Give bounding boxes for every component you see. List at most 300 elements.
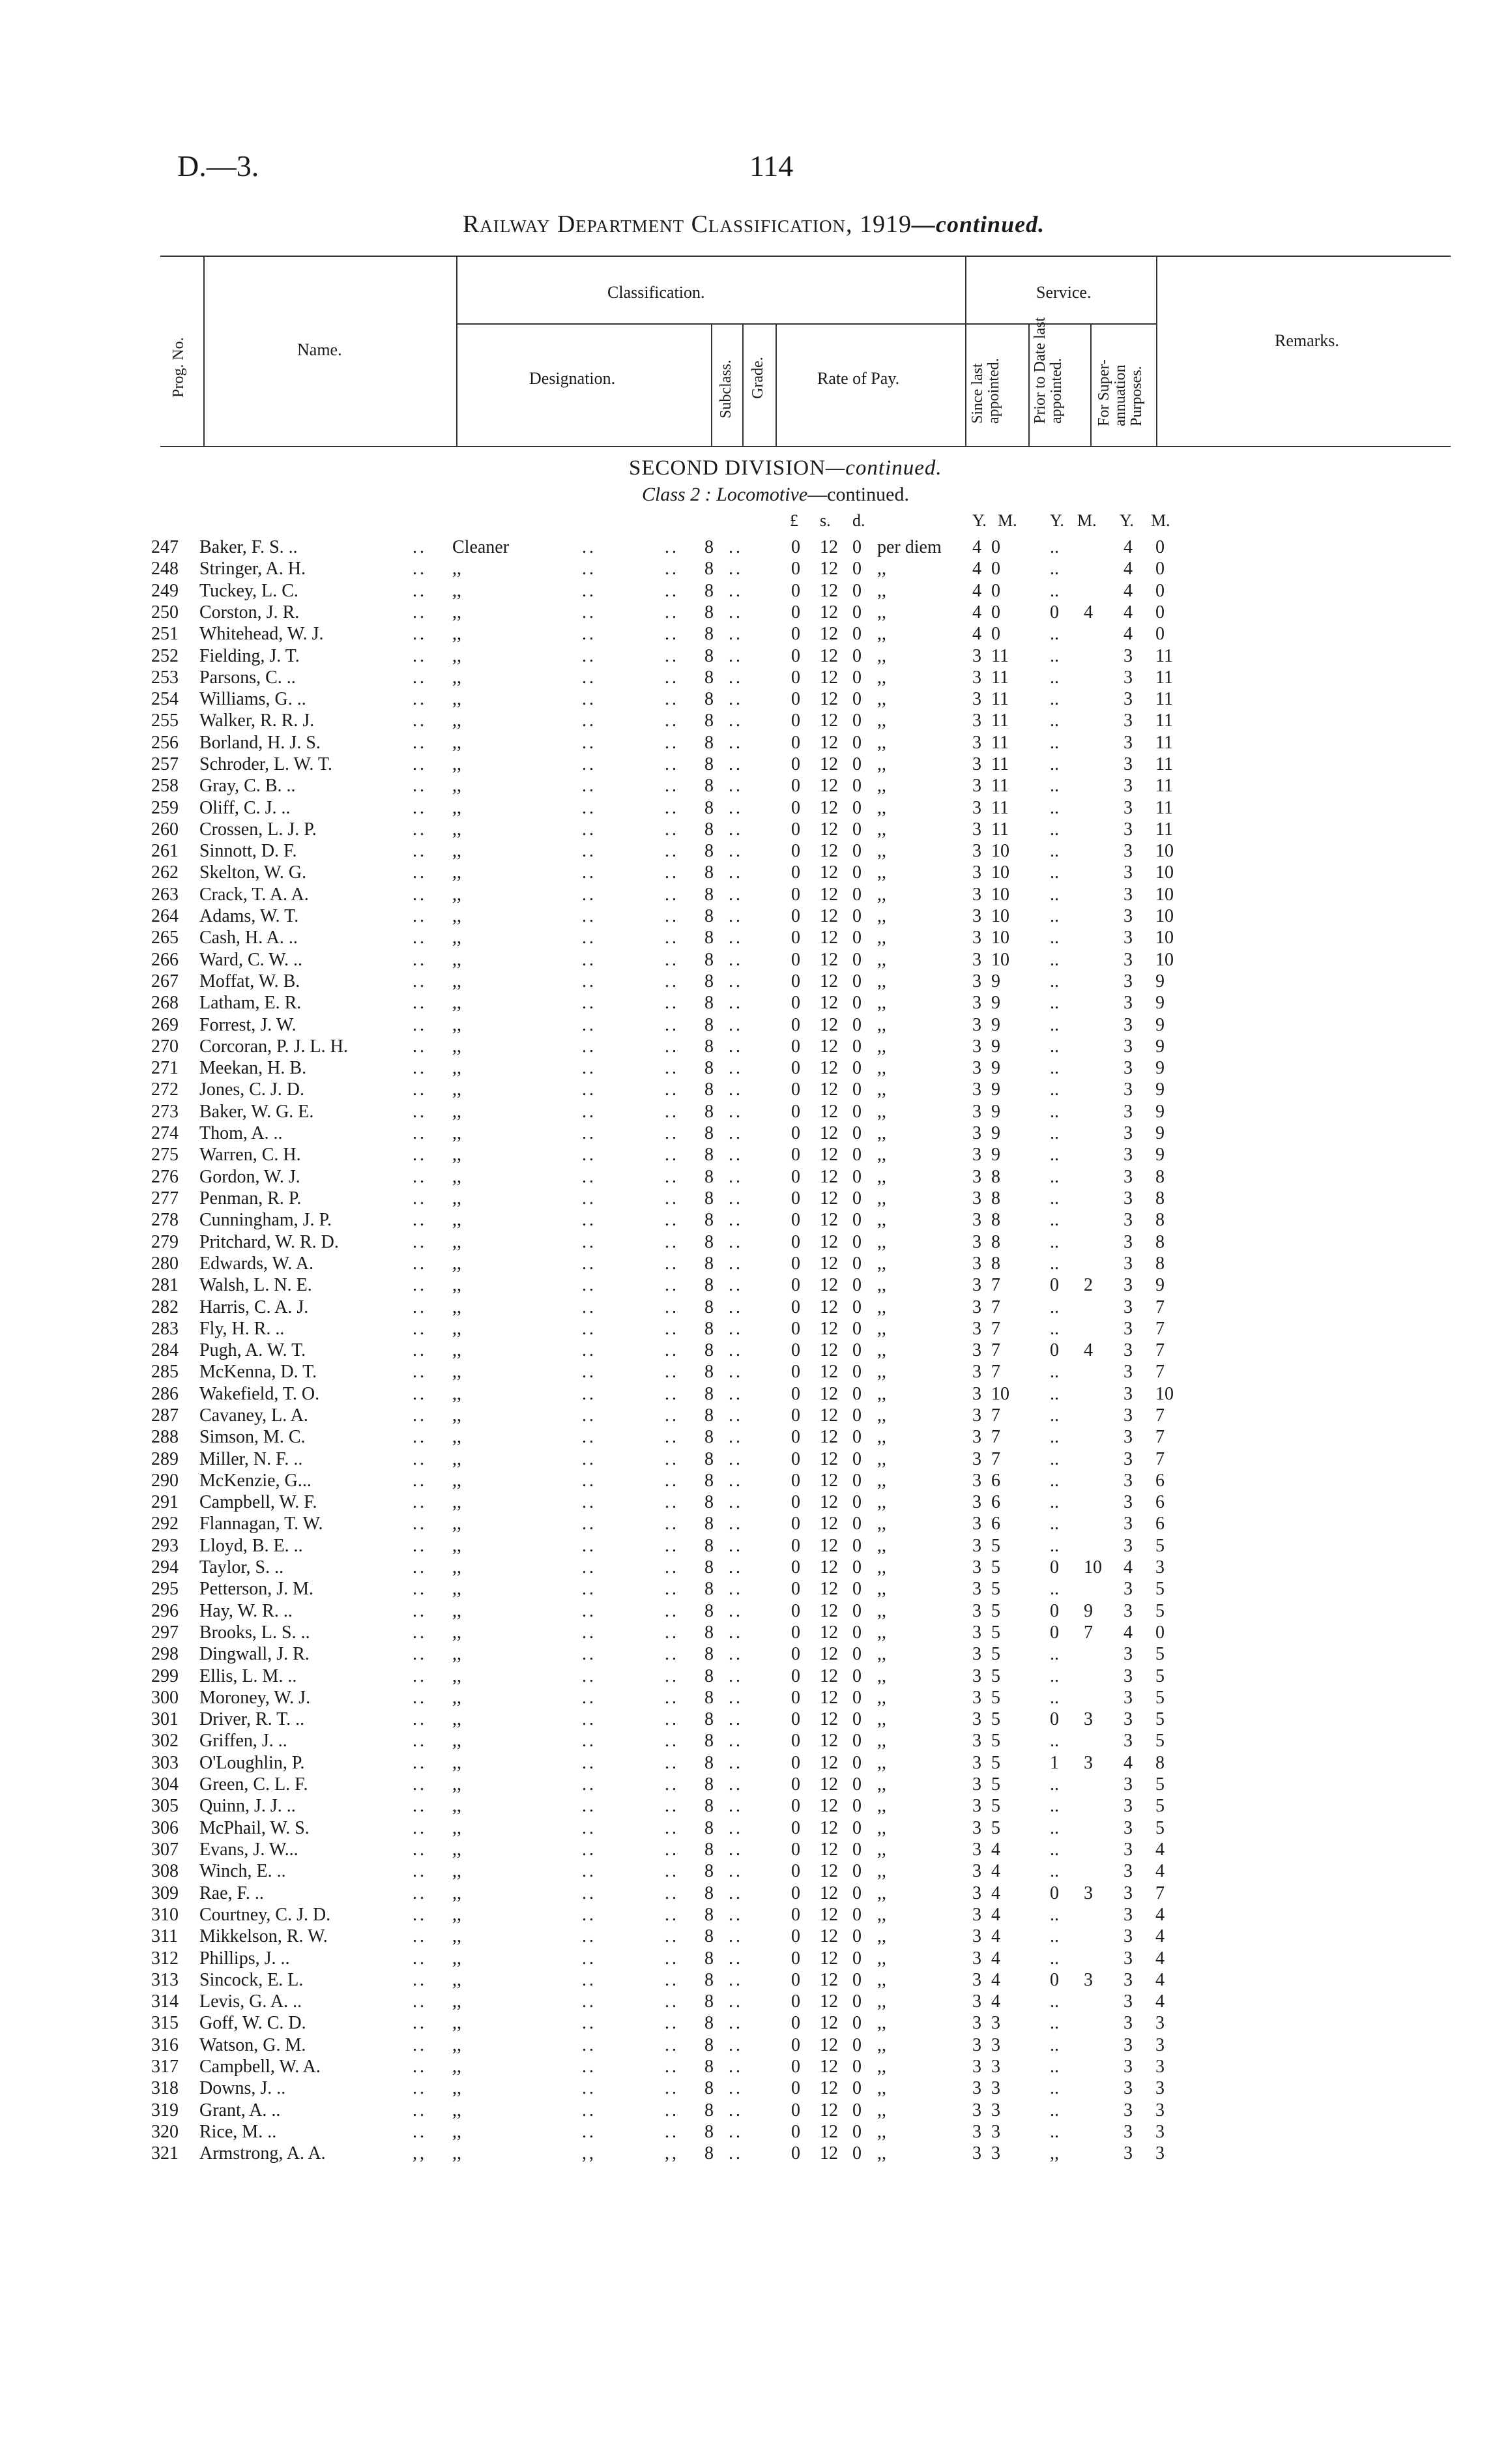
name-cell: Flannagan, T. W. <box>199 1514 323 1534</box>
leader-dots: .. <box>665 2122 679 2142</box>
name-cell: Corcoran, P. J. L. H. <box>199 1036 348 1057</box>
since-years-cell: 3 <box>972 776 981 796</box>
header-designation: Designation. <box>529 369 616 388</box>
pay-pounds-cell: 0 <box>791 1015 800 1035</box>
pay-unit-cell: ,, <box>877 1709 886 1729</box>
since-months-cell: 7 <box>991 1275 1000 1295</box>
designation-cell: ,, <box>452 559 461 579</box>
prog-no-cell: 300 <box>151 1688 179 1708</box>
leader-dots: .. <box>413 2013 427 2033</box>
pay-pounds-cell: 0 <box>791 1405 800 1426</box>
leader-dots: .. <box>582 1948 596 1969</box>
table-row <box>0 1970 1493 1991</box>
pay-pounds-cell: 0 <box>791 862 800 883</box>
leader-dots: .. <box>665 1275 679 1295</box>
name-cell: Evans, J. W... <box>199 1840 298 1860</box>
prior-years-cell: .. <box>1050 559 1059 579</box>
pay-unit-cell: ,, <box>877 1275 886 1295</box>
prior-years-cell: .. <box>1050 667 1059 688</box>
since-years-cell: 3 <box>972 1210 981 1230</box>
leader-dots: .. <box>665 906 679 926</box>
leader-dots: .. <box>729 928 743 948</box>
since-years-cell: 3 <box>972 1644 981 1664</box>
name-cell: Oliff, C. J. .. <box>199 798 291 818</box>
prior-years-cell: .. <box>1050 841 1059 861</box>
pay-unit-cell: ,, <box>877 1514 886 1534</box>
super-years-cell: 4 <box>1123 602 1133 623</box>
prog-no-cell: 298 <box>151 1644 179 1664</box>
designation-cell: ,, <box>452 1818 461 1838</box>
leader-dots: .. <box>582 711 596 731</box>
pay-pounds-cell: 0 <box>791 537 800 557</box>
since-months-cell: 0 <box>991 624 1000 644</box>
subclass-cell: 8 <box>704 798 714 818</box>
leader-dots: .. <box>413 1731 427 1751</box>
since-months-cell: 8 <box>991 1188 1000 1209</box>
super-years-cell: 3 <box>1123 1688 1133 1708</box>
pay-pounds-cell: 0 <box>791 1840 800 1860</box>
leader-dots: .. <box>729 1015 743 1035</box>
pay-shillings-cell: 12 <box>820 1774 838 1795</box>
leader-dots: .. <box>665 1688 679 1708</box>
designation-cell: ,, <box>452 798 461 818</box>
since-months-cell: 5 <box>991 1709 1000 1729</box>
since-years-cell: 3 <box>972 1514 981 1534</box>
super-months-cell: 7 <box>1155 1319 1165 1339</box>
pay-shillings-cell: 12 <box>820 993 838 1013</box>
since-months-cell: 8 <box>991 1210 1000 1230</box>
leader-dots: ,, <box>413 2143 427 2163</box>
pay-shillings-cell: 12 <box>820 711 838 731</box>
leader-dots: .. <box>729 906 743 926</box>
pay-pounds-cell: 0 <box>791 1601 800 1621</box>
leader-dots: .. <box>729 602 743 623</box>
super-months-cell: 5 <box>1155 1666 1165 1686</box>
table-row <box>0 1709 1493 1731</box>
since-years-cell: 3 <box>972 1840 981 1860</box>
pay-pence-cell: 0 <box>852 1036 862 1057</box>
designation-cell: ,, <box>452 1015 461 1035</box>
table-row <box>0 862 1493 884</box>
leader-dots: .. <box>582 1405 596 1426</box>
prior-years-cell: .. <box>1050 1254 1059 1274</box>
pay-pounds-cell: 0 <box>791 993 800 1013</box>
super-years-cell: 3 <box>1123 1384 1133 1404</box>
name-cell: Lloyd, B. E. .. <box>199 1536 303 1556</box>
header-top-rule <box>160 256 1451 257</box>
designation-cell: ,, <box>452 667 461 688</box>
leader-dots: .. <box>413 928 427 948</box>
leader-dots: .. <box>413 646 427 666</box>
name-cell: Thom, A. .. <box>199 1123 283 1143</box>
pay-unit-cell: ,, <box>877 1123 886 1143</box>
leader-dots: .. <box>729 1688 743 1708</box>
pay-pence-cell: 0 <box>852 1709 862 1729</box>
super-months-cell: 7 <box>1155 1405 1165 1426</box>
pay-pounds-cell: 0 <box>791 1362 800 1382</box>
super-years-cell: 3 <box>1123 1644 1133 1664</box>
name-cell: Courtney, C. J. D. <box>199 1905 331 1925</box>
super-years-cell: 3 <box>1123 2035 1133 2055</box>
leader-dots: .. <box>582 1796 596 1816</box>
pay-shillings-cell: 12 <box>820 776 838 796</box>
table-row <box>0 1297 1493 1319</box>
prior-months-cell: 3 <box>1084 1883 1093 1903</box>
colhead-pounds: £ <box>790 511 798 530</box>
prior-years-cell: 0 <box>1050 1709 1059 1729</box>
subclass-cell: 8 <box>704 1926 714 1946</box>
pay-unit-cell: ,, <box>877 1948 886 1969</box>
pay-unit-cell: ,, <box>877 733 886 753</box>
leader-dots: .. <box>582 1926 596 1946</box>
leader-dots: .. <box>665 885 679 905</box>
subclass-cell: 8 <box>704 581 714 601</box>
prog-no-cell: 273 <box>151 1102 179 1122</box>
prior-years-cell: .. <box>1050 2035 1059 2055</box>
pay-pounds-cell: 0 <box>791 1058 800 1078</box>
pay-shillings-cell: 12 <box>820 581 838 601</box>
colhead-super-months: M. <box>1151 511 1170 530</box>
since-years-cell: 3 <box>972 1102 981 1122</box>
pay-unit-cell: ,, <box>877 1188 886 1209</box>
super-months-cell: 4 <box>1155 1840 1165 1860</box>
pay-pence-cell: 0 <box>852 1427 862 1447</box>
since-months-cell: 4 <box>991 1926 1000 1946</box>
subclass-cell: 8 <box>704 1492 714 1512</box>
since-years-cell: 4 <box>972 559 981 579</box>
super-months-cell: 4 <box>1155 1970 1165 1990</box>
subsection-class-label: Class 2 : <box>642 484 712 505</box>
subclass-cell: 8 <box>704 1427 714 1447</box>
pay-pounds-cell: 0 <box>791 2122 800 2142</box>
leader-dots: .. <box>413 1210 427 1230</box>
pay-pence-cell: 0 <box>852 624 862 644</box>
name-cell: Williams, G. .. <box>199 689 306 709</box>
table-row <box>0 1405 1493 1427</box>
since-months-cell: 4 <box>991 1991 1000 2012</box>
prog-no-cell: 318 <box>151 2078 179 2098</box>
prior-years-cell: .. <box>1050 1688 1059 1708</box>
prior-years-cell: .. <box>1050 1210 1059 1230</box>
pay-unit-cell: ,, <box>877 689 886 709</box>
pay-shillings-cell: 12 <box>820 1840 838 1860</box>
header-subclass: Subclass. <box>718 360 734 418</box>
pay-unit-cell: ,, <box>877 928 886 948</box>
designation-cell: ,, <box>452 1102 461 1122</box>
super-months-cell: 0 <box>1155 602 1165 623</box>
leader-dots: .. <box>665 624 679 644</box>
subclass-cell: 8 <box>704 841 714 861</box>
prog-no-cell: 250 <box>151 602 179 623</box>
since-months-cell: 10 <box>991 928 1009 948</box>
pay-pounds-cell: 0 <box>791 1254 800 1274</box>
designation-cell: ,, <box>452 1079 461 1100</box>
super-years-cell: 3 <box>1123 1079 1133 1100</box>
prior-years-cell: .. <box>1050 689 1059 709</box>
since-months-cell: 8 <box>991 1167 1000 1187</box>
pay-shillings-cell: 12 <box>820 1644 838 1664</box>
leader-dots: .. <box>729 1840 743 1860</box>
name-cell: O'Loughlin, P. <box>199 1753 305 1773</box>
super-years-cell: 3 <box>1123 993 1133 1013</box>
prog-no-cell: 253 <box>151 667 179 688</box>
pay-pounds-cell: 0 <box>791 602 800 623</box>
pay-pounds-cell: 0 <box>791 776 800 796</box>
super-years-cell: 3 <box>1123 2143 1133 2163</box>
pay-pounds-cell: 0 <box>791 667 800 688</box>
leader-dots: .. <box>413 754 427 774</box>
leader-dots: .. <box>413 1514 427 1534</box>
leader-dots: .. <box>665 1427 679 1447</box>
pay-pence-cell: 0 <box>852 993 862 1013</box>
prior-years-cell: .. <box>1050 1796 1059 1816</box>
leader-dots: .. <box>582 1102 596 1122</box>
super-years-cell: 3 <box>1123 754 1133 774</box>
leader-dots: .. <box>729 559 743 579</box>
subclass-cell: 8 <box>704 1905 714 1925</box>
prog-no-cell: 268 <box>151 993 179 1013</box>
pay-shillings-cell: 12 <box>820 1688 838 1708</box>
leader-dots: .. <box>582 1340 596 1360</box>
super-months-cell: 9 <box>1155 1036 1165 1057</box>
prog-no-cell: 309 <box>151 1883 179 1903</box>
super-months-cell: 11 <box>1155 798 1173 818</box>
leader-dots: .. <box>729 1297 743 1317</box>
since-years-cell: 3 <box>972 1666 981 1686</box>
super-years-cell: 3 <box>1123 1188 1133 1209</box>
leader-dots: .. <box>582 2100 596 2120</box>
prog-no-cell: 311 <box>151 1926 178 1946</box>
pay-pounds-cell: 0 <box>791 1079 800 1100</box>
since-years-cell: 3 <box>972 1579 981 1599</box>
super-months-cell: 7 <box>1155 1427 1165 1447</box>
pay-pence-cell: 0 <box>852 1449 862 1469</box>
pay-pence-cell: 0 <box>852 1015 862 1035</box>
table-row <box>0 581 1493 602</box>
leader-dots: .. <box>582 1058 596 1078</box>
prog-no-cell: 287 <box>151 1405 179 1426</box>
designation-cell: ,, <box>452 1384 461 1404</box>
leader-dots: .. <box>413 1275 427 1295</box>
colhead-shillings: s. <box>820 511 831 530</box>
pay-unit-cell: ,, <box>877 1340 886 1360</box>
super-years-cell: 4 <box>1123 1557 1133 1577</box>
leader-dots: .. <box>413 1905 427 1925</box>
pay-pounds-cell: 0 <box>791 1036 800 1057</box>
subclass-cell: 8 <box>704 711 714 731</box>
prog-no-cell: 285 <box>151 1362 179 1382</box>
subclass-cell: 8 <box>704 602 714 623</box>
leader-dots: .. <box>582 798 596 818</box>
super-months-cell: 4 <box>1155 1948 1165 1969</box>
super-months-cell: 6 <box>1155 1471 1165 1491</box>
leader-dots: .. <box>729 1861 743 1881</box>
pay-unit-cell: ,, <box>877 1492 886 1512</box>
designation-cell: ,, <box>452 602 461 623</box>
name-cell: Adams, W. T. <box>199 906 299 926</box>
leader-dots: .. <box>582 1883 596 1903</box>
prog-no-cell: 267 <box>151 971 179 991</box>
pay-pence-cell: 0 <box>852 1731 862 1751</box>
since-months-cell: 3 <box>991 2035 1000 2055</box>
leader-dots: .. <box>582 754 596 774</box>
super-years-cell: 3 <box>1123 971 1133 991</box>
designation-cell: ,, <box>452 1883 461 1903</box>
pay-unit-cell: ,, <box>877 1102 886 1122</box>
leader-dots: .. <box>665 1492 679 1512</box>
pay-shillings-cell: 12 <box>820 1319 838 1339</box>
super-months-cell: 11 <box>1155 711 1173 731</box>
pay-shillings-cell: 12 <box>820 1536 838 1556</box>
prog-no-cell: 295 <box>151 1579 179 1599</box>
super-years-cell: 3 <box>1123 1948 1133 1969</box>
pay-shillings-cell: 12 <box>820 602 838 623</box>
table-row <box>0 928 1493 949</box>
pay-unit-cell: ,, <box>877 646 886 666</box>
since-years-cell: 3 <box>972 667 981 688</box>
leader-dots: .. <box>665 1536 679 1556</box>
super-years-cell: 3 <box>1123 906 1133 926</box>
super-years-cell: 3 <box>1123 1058 1133 1078</box>
prog-no-cell: 312 <box>151 1948 179 1969</box>
name-cell: Penman, R. P. <box>199 1188 302 1209</box>
pay-unit-cell: ,, <box>877 1601 886 1621</box>
table-row <box>0 971 1493 993</box>
pay-unit-cell: ,, <box>877 1991 886 2012</box>
pay-pounds-cell: 0 <box>791 1774 800 1795</box>
pay-shillings-cell: 12 <box>820 928 838 948</box>
prior-years-cell: .. <box>1050 950 1059 970</box>
subclass-cell: 8 <box>704 1210 714 1230</box>
name-cell: McKenzie, G... <box>199 1471 312 1491</box>
designation-cell: ,, <box>452 1753 461 1773</box>
header-rule-8 <box>1090 323 1092 447</box>
leader-dots: .. <box>729 1275 743 1295</box>
prior-years-cell: .. <box>1050 993 1059 1013</box>
subclass-cell: 8 <box>704 1688 714 1708</box>
super-years-cell: 3 <box>1123 1297 1133 1317</box>
prior-years-cell: 0 <box>1050 602 1059 623</box>
designation-cell: ,, <box>452 1319 461 1339</box>
since-years-cell: 3 <box>972 1275 981 1295</box>
super-years-cell: 4 <box>1123 537 1133 557</box>
prior-years-cell: .. <box>1050 1514 1059 1534</box>
super-years-cell: 3 <box>1123 2078 1133 2098</box>
subclass-cell: 8 <box>704 1449 714 1469</box>
leader-dots: .. <box>665 581 679 601</box>
header-grade: Grade. <box>749 357 766 399</box>
name-cell: Meekan, H. B. <box>199 1058 307 1078</box>
leader-dots: ,, <box>582 2143 596 2163</box>
designation-cell: ,, <box>452 1058 461 1078</box>
super-months-cell: 5 <box>1155 1644 1165 1664</box>
super-months-cell: 3 <box>1155 2100 1165 2120</box>
leader-dots: .. <box>665 1514 679 1534</box>
prior-years-cell: .. <box>1050 2122 1059 2142</box>
table-row <box>0 1883 1493 1905</box>
prior-years-cell: .. <box>1050 754 1059 774</box>
since-years-cell: 3 <box>972 1449 981 1469</box>
leader-dots: .. <box>665 1622 679 1643</box>
table-row <box>0 2143 1493 2165</box>
name-cell: Borland, H. J. S. <box>199 733 321 753</box>
subclass-cell: 8 <box>704 1818 714 1838</box>
name-cell: Petterson, J. M. <box>199 1579 313 1599</box>
pay-pounds-cell: 0 <box>791 646 800 666</box>
leader-dots: .. <box>582 1666 596 1686</box>
leader-dots: .. <box>665 1731 679 1751</box>
super-months-cell: 7 <box>1155 1883 1165 1903</box>
leader-dots: .. <box>582 1123 596 1143</box>
colhead-pence: d. <box>852 511 865 530</box>
since-years-cell: 3 <box>972 1232 981 1252</box>
prior-years-cell: .. <box>1050 624 1059 644</box>
since-years-cell: 3 <box>972 1036 981 1057</box>
subclass-cell: 8 <box>704 1601 714 1621</box>
leader-dots: .. <box>582 1471 596 1491</box>
designation-cell: ,, <box>452 711 461 731</box>
since-years-cell: 3 <box>972 1297 981 1317</box>
since-years-cell: 3 <box>972 1926 981 1946</box>
leader-dots: .. <box>665 841 679 861</box>
super-months-cell: 11 <box>1155 819 1173 840</box>
leader-dots: .. <box>665 1449 679 1469</box>
pay-pence-cell: 0 <box>852 1384 862 1404</box>
pay-shillings-cell: 12 <box>820 2057 838 2077</box>
subclass-cell: 8 <box>704 1384 714 1404</box>
name-cell: Fly, H. R. .. <box>199 1319 285 1339</box>
super-months-cell: 11 <box>1155 689 1173 709</box>
subclass-cell: 8 <box>704 1796 714 1816</box>
section-division-suffix: —continued. <box>825 456 942 480</box>
pay-pounds-cell: 0 <box>791 711 800 731</box>
leader-dots: .. <box>582 646 596 666</box>
name-cell: Moroney, W. J. <box>199 1688 311 1708</box>
since-months-cell: 11 <box>991 646 1009 666</box>
leader-dots: .. <box>729 1384 743 1404</box>
pay-pounds-cell: 0 <box>791 1622 800 1643</box>
subclass-cell: 8 <box>704 1319 714 1339</box>
since-months-cell: 9 <box>991 993 1000 1013</box>
pay-unit-cell: ,, <box>877 2035 886 2055</box>
leader-dots: .. <box>729 1167 743 1187</box>
leader-dots: .. <box>413 2078 427 2098</box>
prior-years-cell: .. <box>1050 885 1059 905</box>
leader-dots: .. <box>665 1254 679 1274</box>
prog-no-cell: 315 <box>151 2013 179 2033</box>
prior-years-cell: .. <box>1050 1015 1059 1035</box>
pay-shillings-cell: 12 <box>820 1405 838 1426</box>
super-years-cell: 4 <box>1123 581 1133 601</box>
prog-no-cell: 289 <box>151 1449 179 1469</box>
since-months-cell: 6 <box>991 1471 1000 1491</box>
leader-dots: .. <box>413 1557 427 1577</box>
super-years-cell: 3 <box>1123 1774 1133 1795</box>
super-years-cell: 3 <box>1123 2013 1133 2033</box>
leader-dots: .. <box>582 1818 596 1838</box>
pay-pounds-cell: 0 <box>791 1753 800 1773</box>
pay-pence-cell: 0 <box>852 1948 862 1969</box>
subclass-cell: 8 <box>704 559 714 579</box>
pay-pence-cell: 0 <box>852 1079 862 1100</box>
prior-years-cell: 0 <box>1050 1275 1059 1295</box>
pay-unit-cell: ,, <box>877 1427 886 1447</box>
pay-pence-cell: 0 <box>852 581 862 601</box>
pay-pounds-cell: 0 <box>791 1449 800 1469</box>
super-months-cell: 7 <box>1155 1362 1165 1382</box>
leader-dots: .. <box>582 1188 596 1209</box>
pay-pence-cell: 0 <box>852 2078 862 2098</box>
